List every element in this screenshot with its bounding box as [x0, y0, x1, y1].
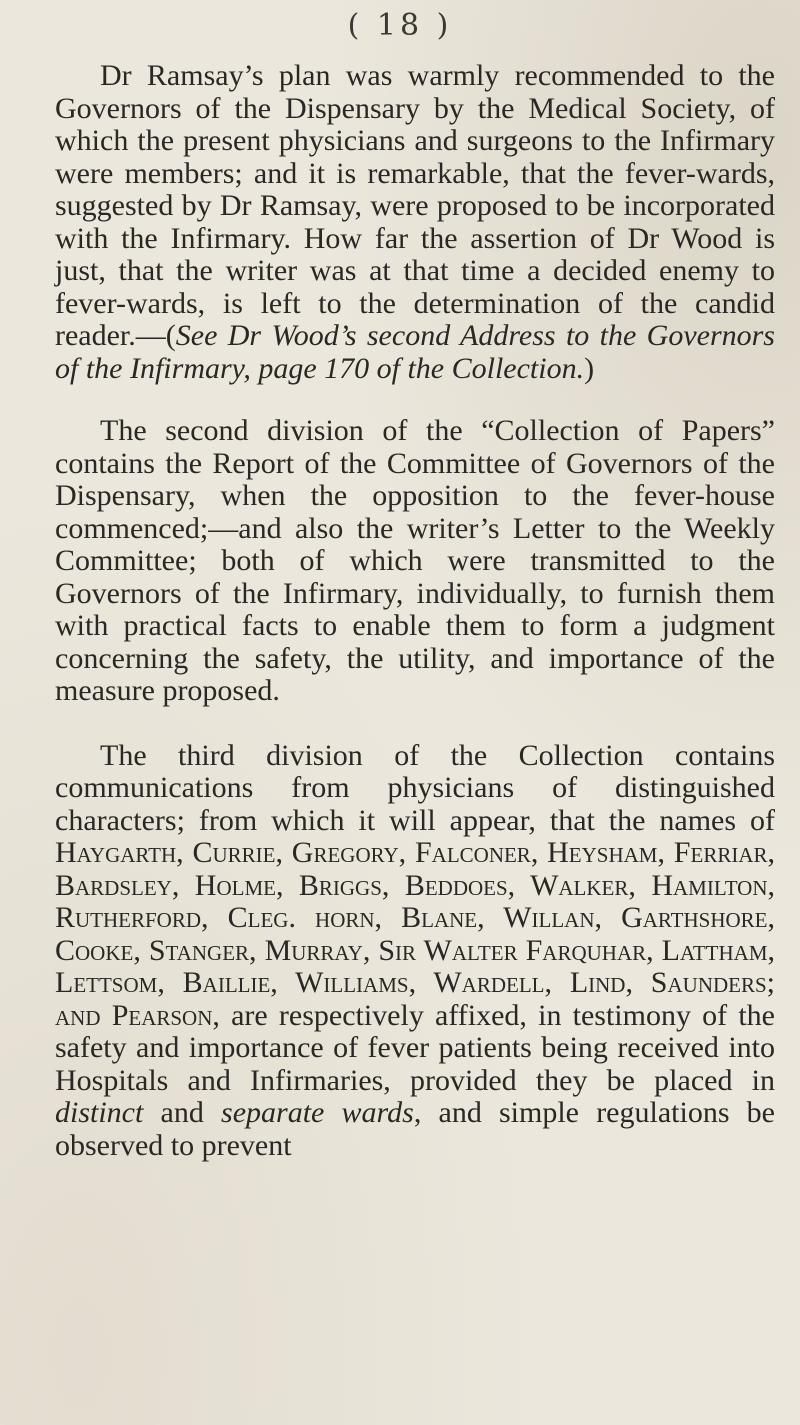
body-text: [55, 60, 775, 1162]
paragraph-1-closing: ): [584, 351, 595, 385]
paragraph-3-text-d: , and simple regulations be observed to prevent: [55, 1096, 775, 1162]
paragraph-3-italic-separate-wards: separate wards: [221, 1096, 414, 1129]
paragraph-3-text-a: The third division of the Collection contains communications from physicians of distinguished characters; from which it will appear, that the names of: [55, 738, 775, 837]
paragraph-3-italic-distinct: distinct: [55, 1096, 144, 1129]
paragraph-1-italic-reference: See Dr Wood’s second Address to the Governors of the Infirmary, page 170 of the Collection.: [55, 319, 775, 385]
paragraph-1-text: Dr Ramsay’s plan was warmly recommended to the Governors of the Dispensary by the Medical Society, of which the present physicians and surgeons to the Infirmary were members; and it is remarkable, that the fever-wards, suggested by Dr Ramsay, were proposed to be incorporated with the Infirmary. How far the assertion of Dr Wood is just, that the writer was at that time a decided enemy to fever-wards, is left to the determination of the candid reader.—(: [55, 59, 775, 352]
paragraph-3: [55, 740, 775, 1163]
physician-names: Haygarth, Currie, Gregory, Falconer, Heysham, Ferriar, Bardsley, Holme, Briggs, Beddoes, Walker, Hamilton, Rutherford, Cleg. horn, Blane, Willan, Garthshore, Cooke, Stanger, Murray, Sir Walter Farquhar, Lattham, Lettsom, Baillie, Williams, Wardell, Lind, Saunders; and Pearson,: [55, 836, 775, 1032]
paragraph-3-text-b: are respectively affixed, in testimony of the safety and importance of fever patients being received into Hospitals and Infirmaries, provided they be placed in: [55, 998, 775, 1097]
paragraph-2: [55, 415, 775, 708]
paragraph-1: [55, 60, 775, 385]
paragraph-3-text-c: and: [143, 1096, 222, 1129]
page-number: ( 18 ): [347, 8, 453, 43]
paragraph-2-text: The second division of the “Collection of Papers” contains the Report of the Committee of Governors of the Dispensary, when the opposition to the fever-house commenced;—and also the writer’s Letter to the Weekly Committee; both of which were transmitted to the Governors of the Infirmary, individually, to furnish them with practical facts to enable them to form a judgment concerning the safety, the utility, and importance of the measure proposed.: [55, 414, 775, 707]
